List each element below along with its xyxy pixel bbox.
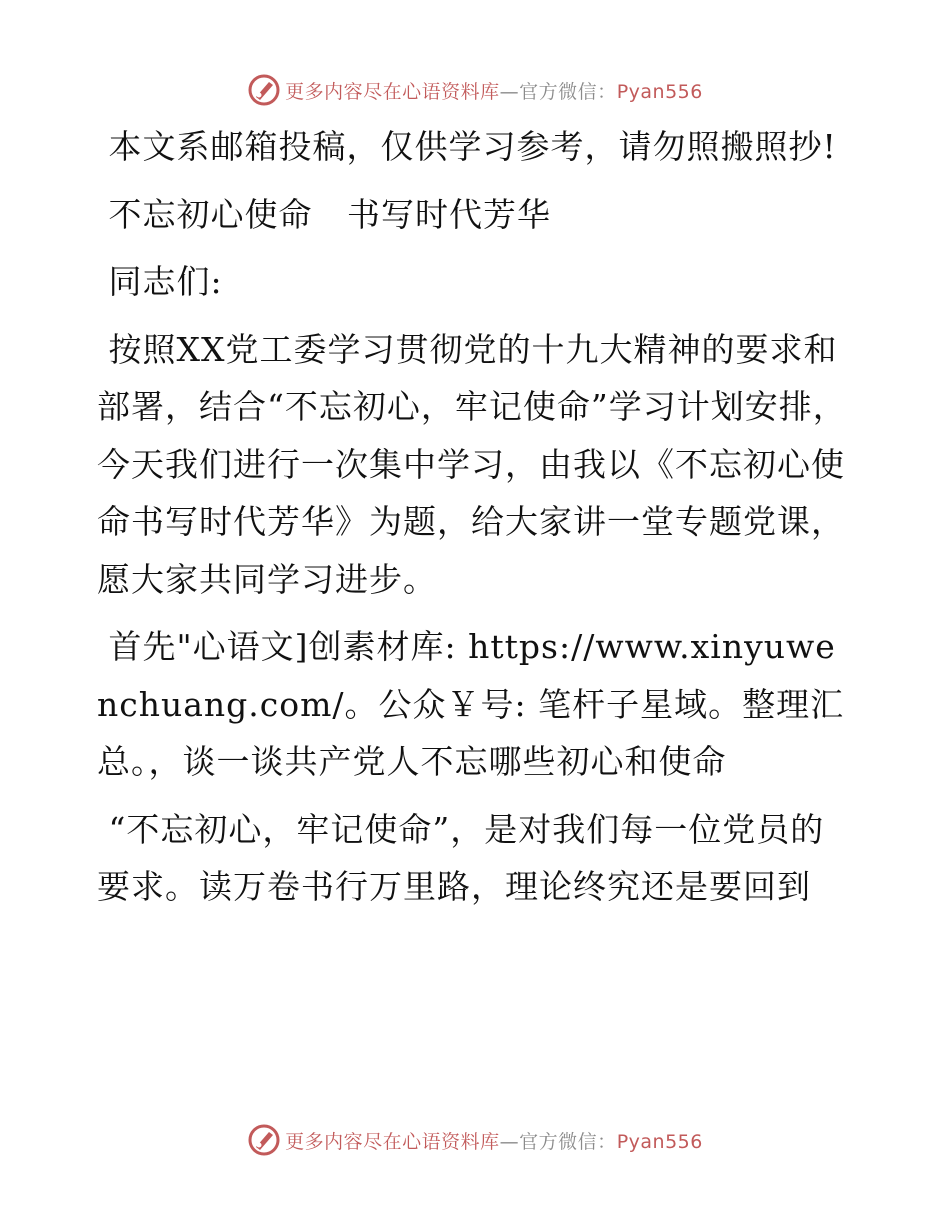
watermark-wechat-id: Pyan556 — [616, 80, 703, 103]
watermark-separator: — — [499, 1130, 520, 1153]
watermark-site: 更多内容尽在心语资料库 — [285, 1130, 500, 1153]
paragraph-salutation: 同志们: — [97, 262, 223, 301]
watermark-site: 更多内容尽在心语资料库 — [285, 80, 500, 103]
watermark-wechat-label: 官方微信： — [519, 80, 617, 103]
watermark-text — [285, 77, 703, 104]
watermark-wechat-id: Pyan556 — [616, 1130, 703, 1153]
watermark-text — [285, 1127, 703, 1154]
header-watermark — [0, 70, 950, 110]
footer-watermark — [0, 1120, 950, 1160]
paragraph-intro: 按照XX党工委学习贯彻党的十九大精神的要求和部署，结合“不忘初心，牢记使命”学习计划安排，今天我们进行一次集中学习，由我以《不忘初心使命书写时代芳华》为题，给大家讲一堂专题党课，愿大家共同学习进步。 — [97, 329, 847, 599]
paragraph-body: “不忘初心，牢记使命”，是对我们每一位党员的要求。读万卷书行万里路，理论终究还是要回到 — [97, 809, 825, 906]
paragraph-disclaimer: 本文系邮箱投稿，仅供学习参考，请勿照搬照抄! — [97, 127, 837, 166]
logo-icon — [247, 1123, 281, 1157]
paragraph-source: 首先"心语文]创素材库: https://www.xinyuwenchuang.com/。公众￥号: 笔杆子星域。整理汇总。，谈一谈共产党人不忘哪些初心和使命 — [97, 627, 845, 781]
logo-icon — [247, 73, 281, 107]
document-body — [97, 118, 857, 926]
watermark-wechat-label: 官方微信： — [519, 1130, 617, 1153]
watermark-separator: — — [499, 80, 520, 103]
document-title: 不忘初心使命 书写时代芳华 — [97, 194, 551, 234]
